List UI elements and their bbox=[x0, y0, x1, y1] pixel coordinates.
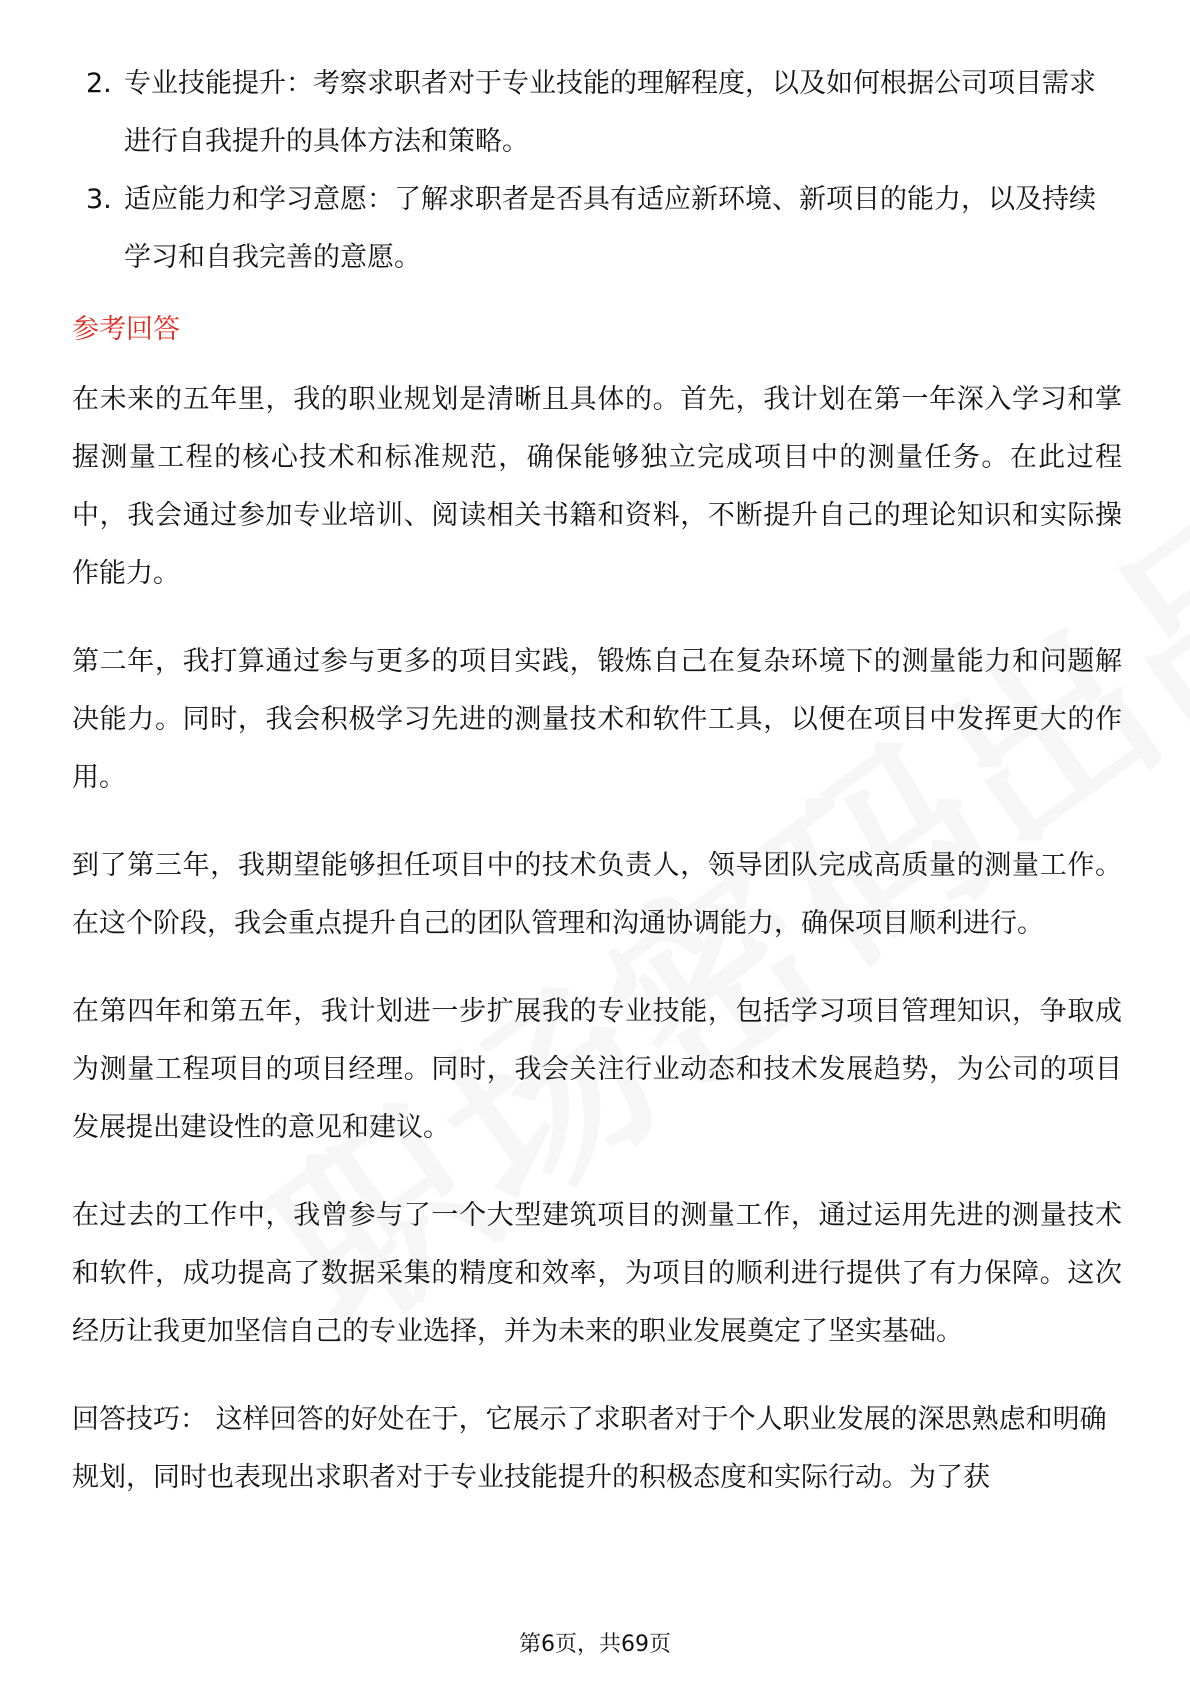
list-item-text: 专业技能提升：考察求职者对于专业技能的理解程度，以及如何根据公司项目需求进行自我提升的具体方法和策略。 bbox=[124, 68, 1096, 157]
section-heading: 参考回答 bbox=[72, 314, 180, 345]
criteria-list bbox=[72, 55, 1122, 287]
answer-tip: 回答技巧： 这样回答的好处在于，它展示了求职者对于个人职业发展的深思熟虑和明确规划，同时也表现出求职者对于专业技能提升的积极态度和实际行动。为了获 bbox=[72, 1404, 1107, 1493]
answer-paragraph: 第二年，我打算通过参与更多的项目实践，锻炼自己在复杂环境下的测量能力和问题解决能力。同时，我会积极学习先进的测量技术和软件工具，以便在项目中发挥更大的作用。 bbox=[72, 646, 1122, 793]
list-item bbox=[72, 55, 1122, 171]
list-item bbox=[72, 171, 1122, 287]
page-footer: 第6页，共69页 bbox=[519, 1632, 671, 1657]
answer-paragraph: 在第四年和第五年，我计划进一步扩展我的专业技能，包括学习项目管理知识，争取成为测量工程项目的项目经理。同时，我会关注行业动态和技术发展趋势，为公司的项目发展提出建设性的意见和建议。 bbox=[72, 996, 1122, 1143]
answer-paragraph: 在过去的工作中，我曾参与了一个大型建筑项目的测量工作，通过运用先进的测量技术和软件，成功提高了数据采集的精度和效率，为项目的顺利进行提供了有力保障。这次经历让我更加坚信自己的专业选择，并为未来的职业发展奠定了坚实基础。 bbox=[72, 1200, 1122, 1347]
list-item-number: 2. bbox=[86, 68, 112, 99]
list-item-number: 3. bbox=[86, 184, 112, 215]
answer-paragraph: 在未来的五年里，我的职业规划是清晰且具体的。首先，我计划在第一年深入学习和掌握测量工程的核心技术和标准规范，确保能够独立完成项目中的测量任务。在此过程中，我会通过参加专业培训、阅读相关书籍和资料，不断提升自己的理论知识和实际操作能力。 bbox=[72, 384, 1122, 589]
list-item-text: 适应能力和学习意愿：了解求职者是否具有适应新环境、新项目的能力，以及持续学习和自我完善的意愿。 bbox=[124, 184, 1096, 273]
page-content bbox=[72, 55, 1122, 1507]
answer-paragraph: 到了第三年，我期望能够担任项目中的技术负责人，领导团队完成高质量的测量工作。在这个阶段，我会重点提升自己的团队管理和沟通协调能力，确保项目顺利进行。 bbox=[72, 850, 1122, 939]
